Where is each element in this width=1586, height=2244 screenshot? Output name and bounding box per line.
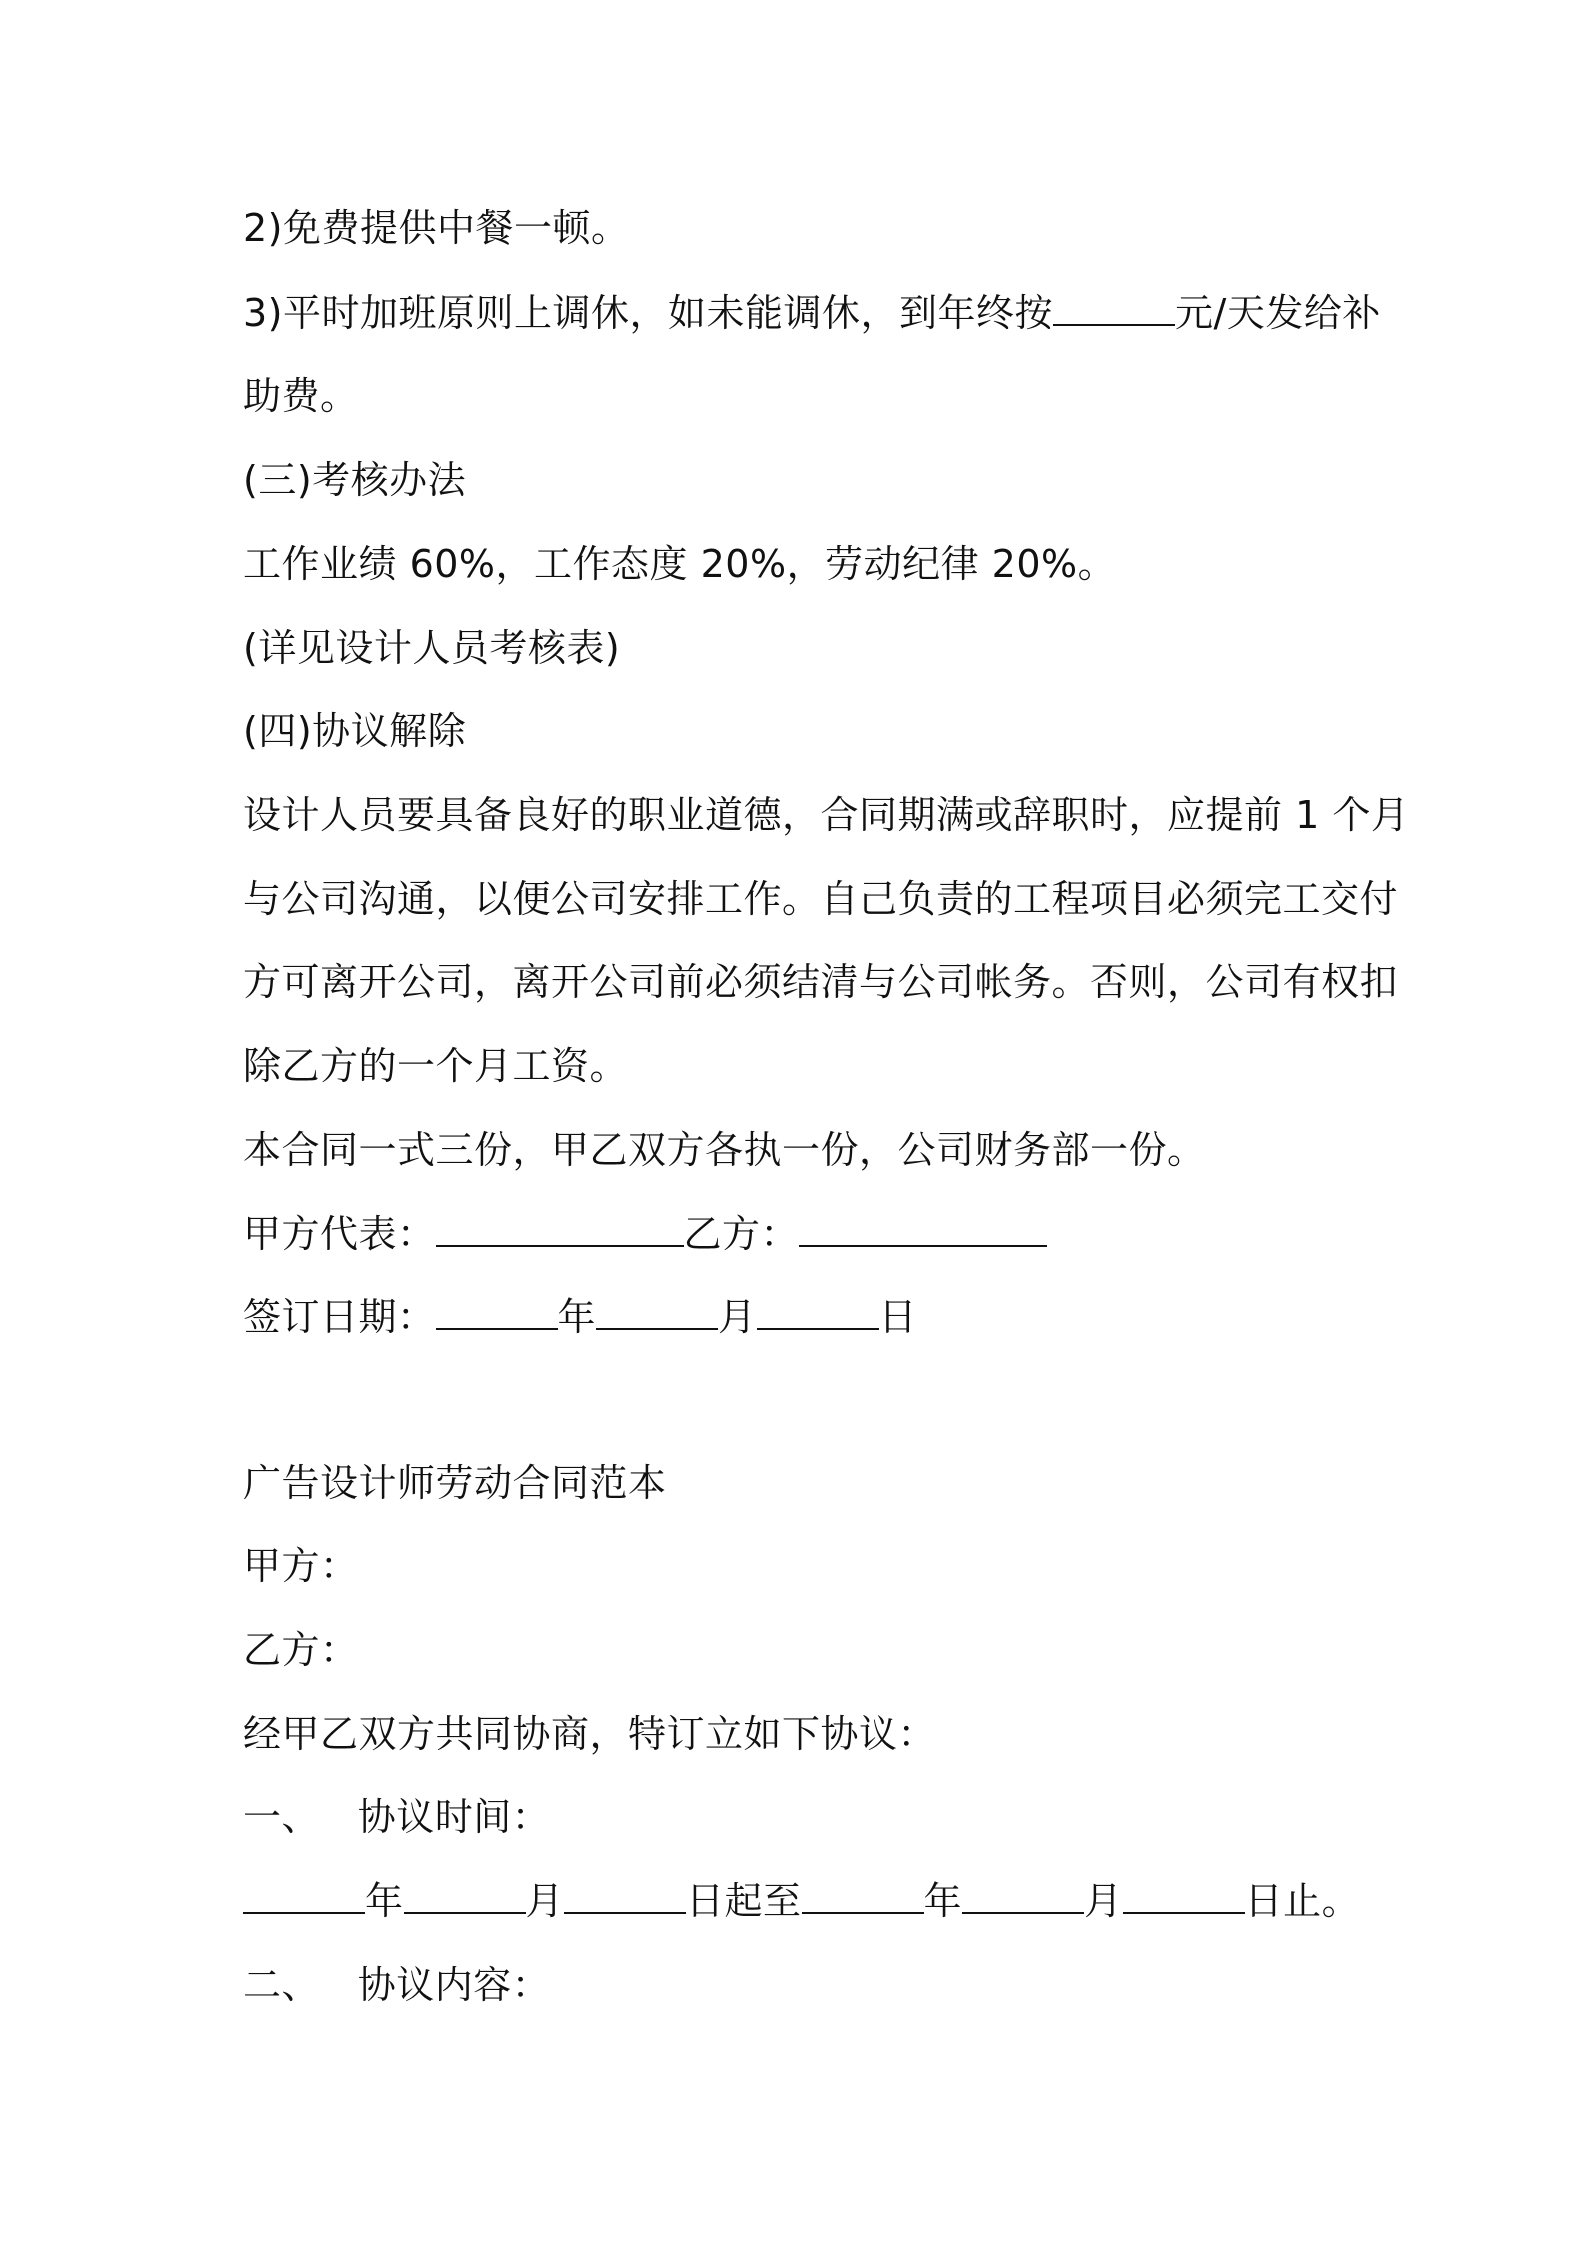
article-2-number: 二、	[243, 1963, 321, 2007]
party-b-label: 乙方：	[683, 1212, 800, 1256]
sign-date-line	[243, 1293, 917, 1341]
sign-date-label: 签订日期：	[243, 1295, 436, 1339]
contract-title: 广告设计师劳动合同范本	[243, 1461, 667, 1505]
year-label: 年	[557, 1295, 597, 1339]
start-year-blank	[243, 1878, 365, 1914]
sign-month-blank	[596, 1294, 718, 1330]
end-month-blank	[962, 1878, 1084, 1914]
end-year-label: 年	[923, 1879, 963, 1923]
day-label: 日	[878, 1295, 918, 1339]
party-a-rep-label: 甲方代表：	[243, 1212, 436, 1256]
start-year-label: 年	[365, 1879, 404, 1923]
end-year-blank	[802, 1878, 924, 1914]
subsidy-amount-blank	[1053, 290, 1175, 326]
section-4-para-line-1: 设计人员要具备良好的职业道德，合同期满或辞职时，应提前 1 个月	[243, 793, 1410, 837]
section-4-para-line-4: 除乙方的一个月工资。	[243, 1044, 629, 1088]
article-2-title: 协议内容：	[357, 1963, 551, 2007]
sign-day-blank	[757, 1294, 879, 1330]
party-a-line: 甲方：	[243, 1544, 359, 1588]
section-4-title: (四)协议解除	[243, 709, 467, 753]
item-3-text-b: 元/天发给补	[1175, 291, 1381, 335]
copies-text: 本合同一式三份，甲乙双方各执一份，公司财务部一份。	[243, 1128, 1206, 1172]
start-month-label: 月	[525, 1879, 565, 1923]
section-3-title: (三)考核办法	[243, 458, 467, 502]
article-1-heading	[243, 1793, 550, 1841]
item-3-line-2: 助费。	[243, 374, 359, 418]
signature-line	[243, 1210, 1047, 1258]
sign-year-blank	[436, 1294, 558, 1330]
item-2-text: 2)免费提供中餐一顿。	[243, 206, 630, 250]
article-1-number: 一、	[243, 1795, 321, 1839]
item-3-text-a: 3)平时加班原则上调休，如未能调休，到年终按	[243, 291, 1054, 335]
end-day-blank	[1123, 1878, 1245, 1914]
intro-text: 经甲乙双方共同协商，特订立如下协议：	[243, 1712, 937, 1756]
term-date-line	[243, 1877, 1360, 1925]
section-3-text: 工作业绩 60%，工作态度 20%，劳动纪律 20%。	[243, 542, 1117, 586]
month-label: 月	[718, 1295, 757, 1339]
section-4-para-line-3: 方可离开公司，离开公司前必须结清与公司帐务。否则，公司有权扣	[243, 960, 1399, 1004]
party-a-rep-blank	[436, 1211, 684, 1247]
party-b-line: 乙方：	[243, 1628, 359, 1672]
end-month-label: 月	[1084, 1879, 1123, 1923]
start-day-blank	[564, 1878, 686, 1914]
section-4-para-line-2: 与公司沟通，以便公司安排工作。自己负责的工程项目必须完工交付	[243, 877, 1399, 921]
article-2-heading	[243, 1961, 550, 2009]
section-3-note: (详见设计人员考核表)	[243, 626, 621, 670]
start-day-label: 日起至	[686, 1879, 802, 1923]
article-1-title: 协议时间：	[357, 1795, 551, 1839]
start-month-blank	[404, 1878, 526, 1914]
item-3-line-1	[243, 289, 1381, 337]
party-b-blank	[799, 1211, 1047, 1247]
end-day-label: 日止。	[1244, 1879, 1361, 1923]
